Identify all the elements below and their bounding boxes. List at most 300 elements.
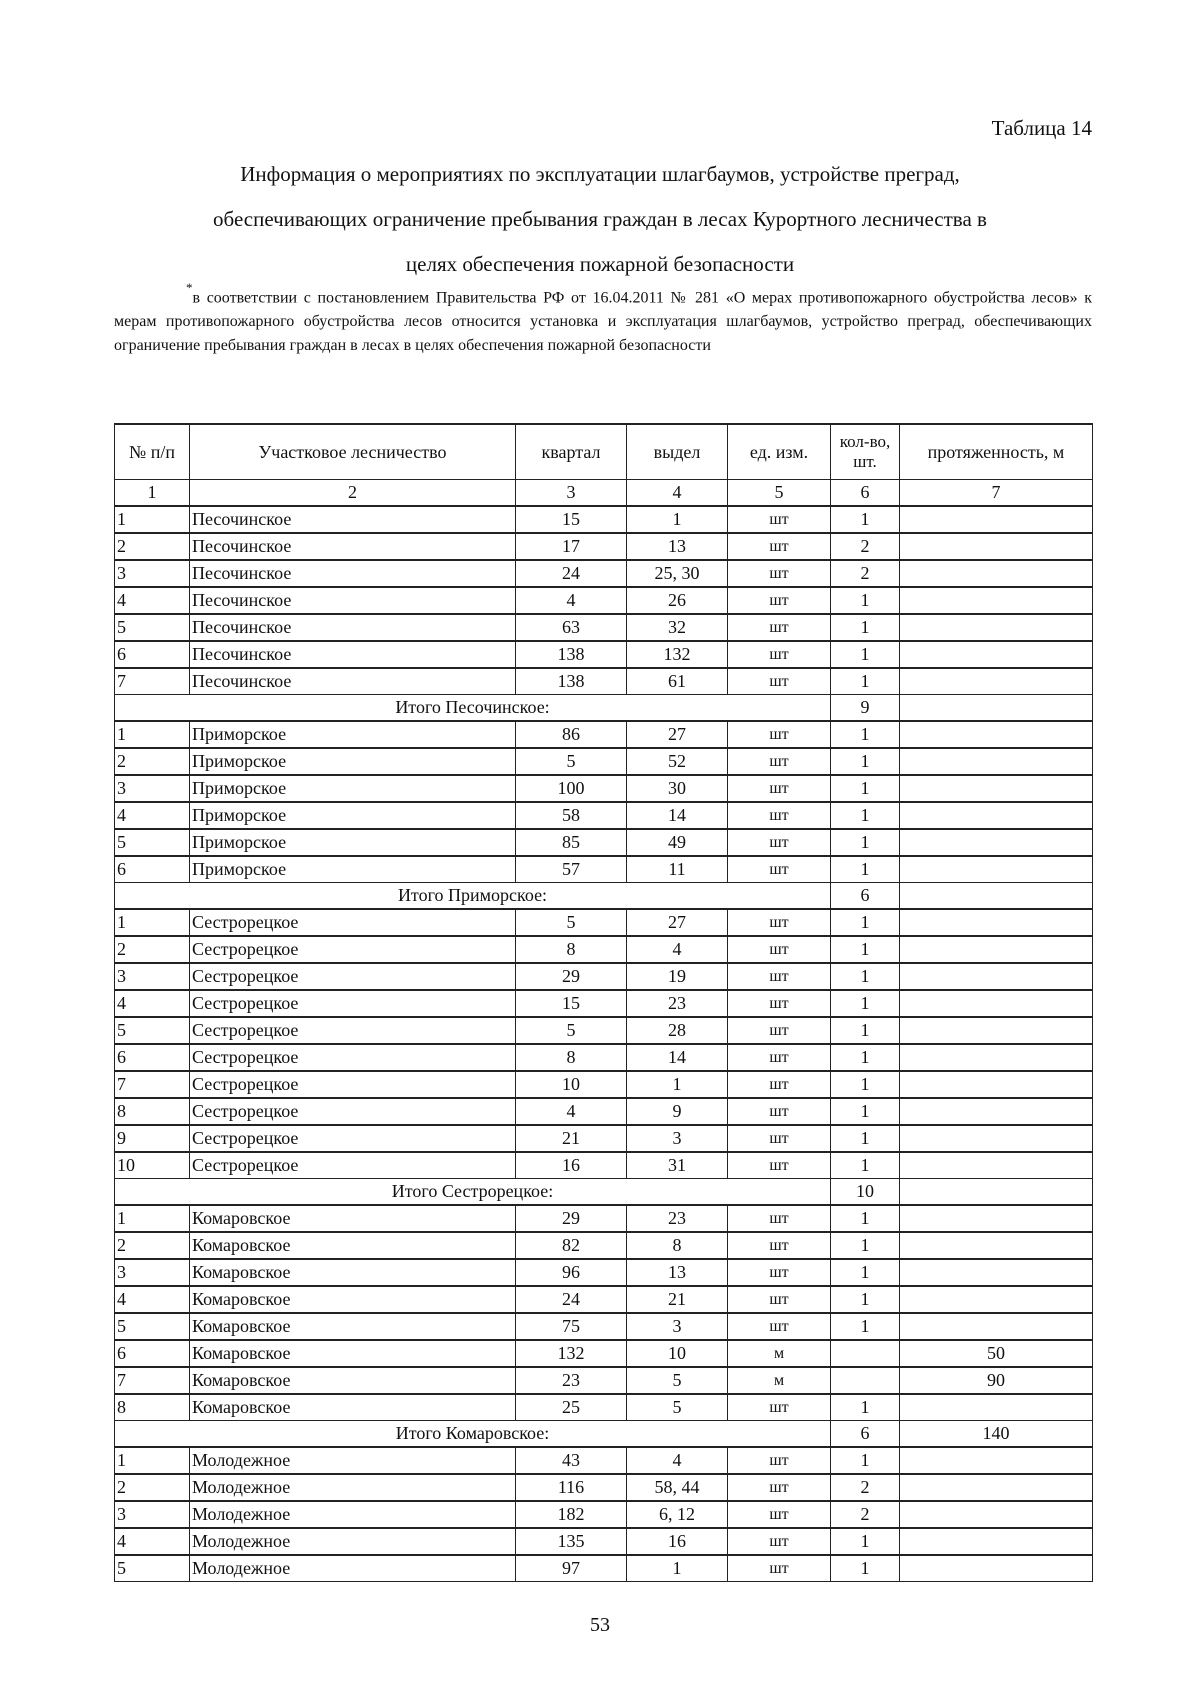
table-cell: 2 [831, 533, 900, 560]
table-cell: 1 [831, 1125, 900, 1152]
table-row [115, 936, 1093, 963]
table-cell: 28 [627, 1017, 728, 1044]
table-row [115, 1501, 1093, 1528]
table-cell: Молодежное [190, 1501, 516, 1528]
table-cell: 138 [516, 641, 627, 668]
subtotal-length [900, 695, 1093, 722]
table-cell: Молодежное [190, 1555, 516, 1582]
table-cell [900, 1447, 1093, 1474]
table-cell [900, 614, 1093, 641]
column-number: 2 [190, 480, 516, 507]
table-cell: 1 [831, 506, 900, 533]
subtotal-qty: 6 [831, 1421, 900, 1448]
table-cell: шт [728, 1205, 831, 1232]
table-cell: 1 [831, 856, 900, 883]
table-cell: 116 [516, 1474, 627, 1501]
table-cell: 10 [516, 1071, 627, 1098]
table-label: Таблица 14 [991, 116, 1092, 140]
footnote-text: в соответствии с постановлением Правительства РФ от 16.04.2011 № 281 «О мерах противопожарного обустройства лесов» к мерам противопожарного обустройства лесов относится установка и эксплуатация шлагбаумов, устройство преград, обеспечивающих ограничение пребывания граждан в лесах в целях обеспечения пожарной безопасности [114, 289, 1092, 355]
subtotal-label: Итого Сестрорецкое: [115, 1179, 831, 1206]
table-cell: 6 [115, 856, 190, 883]
table-cell: шт [728, 990, 831, 1017]
table-row [115, 721, 1093, 748]
table-cell: шт [728, 1447, 831, 1474]
table-row [115, 775, 1093, 802]
column-number: 7 [900, 480, 1093, 507]
table-cell: 8 [627, 1232, 728, 1259]
table-cell: 1 [627, 1071, 728, 1098]
table-cell: шт [728, 1259, 831, 1286]
table-cell: 5 [115, 1017, 190, 1044]
header-cell: протяженность, м [900, 424, 1093, 480]
table-cell: 90 [900, 1367, 1093, 1394]
table-cell: 29 [516, 1205, 627, 1232]
table-cell: 24 [516, 1286, 627, 1313]
table-cell: шт [728, 1098, 831, 1125]
table-cell: 5 [115, 1313, 190, 1340]
table-cell: 1 [627, 1555, 728, 1582]
table-cell: 5 [115, 829, 190, 856]
table-row [115, 1098, 1093, 1125]
table-cell: шт [728, 775, 831, 802]
table-cell: 5 [516, 748, 627, 775]
table-cell: 2 [115, 1474, 190, 1501]
table-cell: 2 [115, 748, 190, 775]
subtotal-label: Итого Комаровское: [115, 1421, 831, 1448]
table-cell [900, 1152, 1093, 1179]
table-cell: 1 [831, 990, 900, 1017]
table-cell: м [728, 1367, 831, 1394]
table-cell: 63 [516, 614, 627, 641]
subtotal-qty: 10 [831, 1179, 900, 1206]
table-cell: Песочинское [190, 587, 516, 614]
subtotal-row [115, 1421, 1093, 1448]
table-row [115, 1125, 1093, 1152]
table-cell: Приморское [190, 802, 516, 829]
footnote-marker: * [186, 280, 193, 295]
table-row [115, 1555, 1093, 1582]
table-cell: 3 [115, 775, 190, 802]
table-cell: Приморское [190, 721, 516, 748]
table-cell: 1 [831, 1232, 900, 1259]
table-cell: 1 [831, 1313, 900, 1340]
header-cell: ед. изм. [728, 424, 831, 480]
table-cell: шт [728, 1528, 831, 1555]
table-cell: 1 [831, 775, 900, 802]
table-cell: шт [728, 802, 831, 829]
table-cell: 5 [115, 614, 190, 641]
table-cell: 29 [516, 963, 627, 990]
table-cell [900, 1286, 1093, 1313]
table-cell: 31 [627, 1152, 728, 1179]
table-row [115, 1232, 1093, 1259]
table-cell: 13 [627, 1259, 728, 1286]
table-row [115, 668, 1093, 695]
table-cell: 1 [115, 506, 190, 533]
table-cell: 50 [900, 1340, 1093, 1367]
subtotal-length [900, 1179, 1093, 1206]
table-row [115, 1259, 1093, 1286]
table-row [115, 829, 1093, 856]
table-cell: 2 [831, 1501, 900, 1528]
table-cell: шт [728, 1394, 831, 1421]
table-cell: 4 [115, 802, 190, 829]
column-number: 5 [728, 480, 831, 507]
table-cell: шт [728, 1017, 831, 1044]
table-row [115, 506, 1093, 533]
table-cell [900, 802, 1093, 829]
table-cell: 4 [516, 587, 627, 614]
table-cell: Комаровское [190, 1313, 516, 1340]
table-cell [900, 909, 1093, 936]
table-cell: шт [728, 1286, 831, 1313]
table-cell: 7 [115, 1071, 190, 1098]
table-cell [900, 1044, 1093, 1071]
table-cell: 1 [831, 1394, 900, 1421]
table-cell: 27 [627, 721, 728, 748]
table-cell: Приморское [190, 856, 516, 883]
table-cell: 1 [831, 614, 900, 641]
table-cell: Приморское [190, 829, 516, 856]
table-cell: 135 [516, 1528, 627, 1555]
table-cell [900, 1098, 1093, 1125]
table-cell: 23 [627, 990, 728, 1017]
table-cell: 1 [831, 1528, 900, 1555]
table-cell [900, 1017, 1093, 1044]
table-cell: Комаровское [190, 1286, 516, 1313]
table-cell: 7 [115, 668, 190, 695]
table-cell: Сестрорецкое [190, 1044, 516, 1071]
table-cell: шт [728, 560, 831, 587]
table-cell [900, 1232, 1093, 1259]
table-cell: 2 [115, 533, 190, 560]
table-cell: 4 [115, 990, 190, 1017]
barrier-table [114, 423, 1093, 1582]
table-cell: шт [728, 721, 831, 748]
table-cell [900, 1501, 1093, 1528]
table-cell: 13 [627, 533, 728, 560]
table-cell: 6 [115, 1044, 190, 1071]
table-cell: 5 [627, 1394, 728, 1421]
table-cell: 1 [831, 936, 900, 963]
table-cell [900, 1394, 1093, 1421]
header-cell: № п/п [115, 424, 190, 480]
table-row [115, 1367, 1093, 1394]
header-cell: кол-во, шт. [831, 424, 900, 480]
table-cell: 4 [627, 936, 728, 963]
table-cell: 96 [516, 1259, 627, 1286]
table-cell: Сестрорецкое [190, 963, 516, 990]
table-row [115, 856, 1093, 883]
table-cell: 25, 30 [627, 560, 728, 587]
table-cell: Молодежное [190, 1528, 516, 1555]
subtotal-qty: 6 [831, 883, 900, 910]
table-row [115, 1474, 1093, 1501]
table-cell: 8 [516, 936, 627, 963]
table-cell: 1 [831, 1098, 900, 1125]
table-cell: Сестрорецкое [190, 1152, 516, 1179]
subtotal-length [900, 883, 1093, 910]
table-cell: 1 [831, 641, 900, 668]
table-cell: Песочинское [190, 560, 516, 587]
table-cell: 49 [627, 829, 728, 856]
table-cell: 1 [831, 1205, 900, 1232]
table-cell: 15 [516, 990, 627, 1017]
table-cell: шт [728, 856, 831, 883]
table-cell: Сестрорецкое [190, 1017, 516, 1044]
title-line: Информация о мероприятиях по эксплуатации шлагбаумов, устройстве преград, [240, 162, 960, 186]
table-cell: шт [728, 587, 831, 614]
table-row [115, 1286, 1093, 1313]
table-cell: 57 [516, 856, 627, 883]
table-cell: 1 [831, 668, 900, 695]
table-cell: 97 [516, 1555, 627, 1582]
column-number: 1 [115, 480, 190, 507]
table-cell: 23 [627, 1205, 728, 1232]
table-cell: 1 [831, 721, 900, 748]
table-cell: 9 [627, 1098, 728, 1125]
table-row [115, 909, 1093, 936]
subtotal-length: 140 [900, 1421, 1093, 1448]
table-cell: 24 [516, 560, 627, 587]
table-cell: 15 [516, 506, 627, 533]
header-cell: выдел [627, 424, 728, 480]
table-cell: 2 [115, 1232, 190, 1259]
table-cell: 6 [115, 1340, 190, 1367]
table-row [115, 990, 1093, 1017]
title-line: целях обеспечения пожарной безопасности [405, 252, 795, 276]
table-cell [900, 936, 1093, 963]
column-number-row [115, 480, 1093, 507]
table-cell: Сестрорецкое [190, 1125, 516, 1152]
table-cell: 30 [627, 775, 728, 802]
table-cell: 3 [115, 963, 190, 990]
table-cell: 5 [516, 909, 627, 936]
table-cell [900, 990, 1093, 1017]
table-cell: шт [728, 614, 831, 641]
table-cell: 3 [627, 1125, 728, 1152]
table-cell: шт [728, 936, 831, 963]
table-cell: 1 [831, 1447, 900, 1474]
table-cell: 85 [516, 829, 627, 856]
table-cell: Комаровское [190, 1205, 516, 1232]
table-cell: Приморское [190, 748, 516, 775]
table-cell: Песочинское [190, 614, 516, 641]
table-cell: 58, 44 [627, 1474, 728, 1501]
table-cell: 8 [115, 1098, 190, 1125]
table-cell: м [728, 1340, 831, 1367]
table-cell: 5 [516, 1017, 627, 1044]
table-cell: шт [728, 1152, 831, 1179]
subtotal-row [115, 1179, 1093, 1206]
table-cell: Песочинское [190, 506, 516, 533]
table-row [115, 614, 1093, 641]
table-cell: 4 [115, 1286, 190, 1313]
table-cell [831, 1367, 900, 1394]
table-cell: шт [728, 963, 831, 990]
table-cell: 3 [115, 560, 190, 587]
subtotal-row [115, 883, 1093, 910]
table-cell: Сестрорецкое [190, 909, 516, 936]
table-cell: Комаровское [190, 1259, 516, 1286]
table-cell: 4 [516, 1098, 627, 1125]
table-cell: 1 [831, 1071, 900, 1098]
table-cell: 43 [516, 1447, 627, 1474]
table-cell: шт [728, 533, 831, 560]
table-row [115, 1528, 1093, 1555]
table-row [115, 587, 1093, 614]
table-cell: 58 [516, 802, 627, 829]
table-cell [900, 721, 1093, 748]
table-row [115, 1152, 1093, 1179]
table-cell: 3 [115, 1501, 190, 1528]
table-cell: 5 [115, 1555, 190, 1582]
header-cell: Участковое лесничество [190, 424, 516, 480]
table-cell: 16 [627, 1528, 728, 1555]
table-cell: Сестрорецкое [190, 1071, 516, 1098]
table-cell: 1 [831, 748, 900, 775]
document-title [100, 152, 1100, 287]
table-cell [900, 641, 1093, 668]
table-cell: 6 [115, 641, 190, 668]
table-cell: шт [728, 1044, 831, 1071]
table-cell: 14 [627, 802, 728, 829]
table-cell [900, 533, 1093, 560]
table-cell: 1 [115, 1205, 190, 1232]
table-cell [900, 1125, 1093, 1152]
table-cell: 1 [627, 506, 728, 533]
table-row [115, 1044, 1093, 1071]
table-row [115, 1017, 1093, 1044]
table-cell: Комаровское [190, 1367, 516, 1394]
table-row [115, 641, 1093, 668]
table-cell: 1 [831, 909, 900, 936]
table-cell: 3 [115, 1259, 190, 1286]
table-cell: 75 [516, 1313, 627, 1340]
table-cell [831, 1340, 900, 1367]
table-cell [900, 1555, 1093, 1582]
table-cell [900, 587, 1093, 614]
table-cell [900, 1071, 1093, 1098]
table-cell: 3 [627, 1313, 728, 1340]
table-cell [900, 1528, 1093, 1555]
table-cell: 1 [831, 829, 900, 856]
table-cell: 19 [627, 963, 728, 990]
table-cell: шт [728, 1125, 831, 1152]
table-row [115, 1394, 1093, 1421]
table-row [115, 560, 1093, 587]
table-cell: шт [728, 829, 831, 856]
subtotal-label: Итого Приморское: [115, 883, 831, 910]
table-cell: 21 [627, 1286, 728, 1313]
table-cell: 7 [115, 1367, 190, 1394]
table-cell: 11 [627, 856, 728, 883]
table-cell [900, 506, 1093, 533]
table-cell: 86 [516, 721, 627, 748]
table-cell: 1 [115, 1447, 190, 1474]
table-cell: 1 [831, 1555, 900, 1582]
table-cell: 5 [627, 1367, 728, 1394]
table-cell: 1 [831, 1017, 900, 1044]
table-cell: 21 [516, 1125, 627, 1152]
table-cell: 16 [516, 1152, 627, 1179]
table-cell: шт [728, 668, 831, 695]
column-number: 4 [627, 480, 728, 507]
table-cell: 4 [115, 1528, 190, 1555]
table-cell: 82 [516, 1232, 627, 1259]
table-cell: шт [728, 641, 831, 668]
table-cell: 2 [831, 1474, 900, 1501]
table-cell [900, 1205, 1093, 1232]
table-cell: 1 [115, 721, 190, 748]
table-cell: 8 [115, 1394, 190, 1421]
table-cell: 10 [627, 1340, 728, 1367]
subtotal-qty: 9 [831, 695, 900, 722]
table-cell: 1 [831, 802, 900, 829]
table-cell: шт [728, 909, 831, 936]
table-row [115, 963, 1093, 990]
table-cell: 4 [627, 1447, 728, 1474]
table-cell: Сестрорецкое [190, 1098, 516, 1125]
table-cell: 4 [115, 587, 190, 614]
table-cell [900, 748, 1093, 775]
table-cell: шт [728, 1555, 831, 1582]
table-cell: шт [728, 506, 831, 533]
table-row [115, 748, 1093, 775]
table-cell: Сестрорецкое [190, 936, 516, 963]
table-row [115, 1447, 1093, 1474]
table-row [115, 1205, 1093, 1232]
table-cell [900, 963, 1093, 990]
table-cell [900, 829, 1093, 856]
table-cell: Комаровское [190, 1232, 516, 1259]
table-cell [900, 1259, 1093, 1286]
table-cell: 61 [627, 668, 728, 695]
table-cell: шт [728, 1071, 831, 1098]
table-row [115, 533, 1093, 560]
table-cell: шт [728, 748, 831, 775]
table-cell: 1 [115, 909, 190, 936]
table-cell: 9 [115, 1125, 190, 1152]
table-cell: 2 [115, 936, 190, 963]
table-cell: 138 [516, 668, 627, 695]
table-cell [900, 668, 1093, 695]
table-cell: Комаровское [190, 1394, 516, 1421]
table-row [115, 1313, 1093, 1340]
table-cell: 1 [831, 1259, 900, 1286]
column-number: 6 [831, 480, 900, 507]
table-cell: 182 [516, 1501, 627, 1528]
table-cell: шт [728, 1232, 831, 1259]
table-cell: Комаровское [190, 1340, 516, 1367]
table-row [115, 1071, 1093, 1098]
table-cell: 23 [516, 1367, 627, 1394]
table-cell: Молодежное [190, 1474, 516, 1501]
table-cell: 1 [831, 963, 900, 990]
table-cell: 1 [831, 587, 900, 614]
table-cell: 52 [627, 748, 728, 775]
table-cell: 1 [831, 1286, 900, 1313]
table-cell: 132 [516, 1340, 627, 1367]
header-cell: квартал [516, 424, 627, 480]
table-body [115, 506, 1093, 1582]
table-cell: 100 [516, 775, 627, 802]
table-cell [900, 560, 1093, 587]
table-cell: 14 [627, 1044, 728, 1071]
table-cell [900, 1313, 1093, 1340]
header-row [115, 424, 1093, 480]
table-cell [900, 775, 1093, 802]
